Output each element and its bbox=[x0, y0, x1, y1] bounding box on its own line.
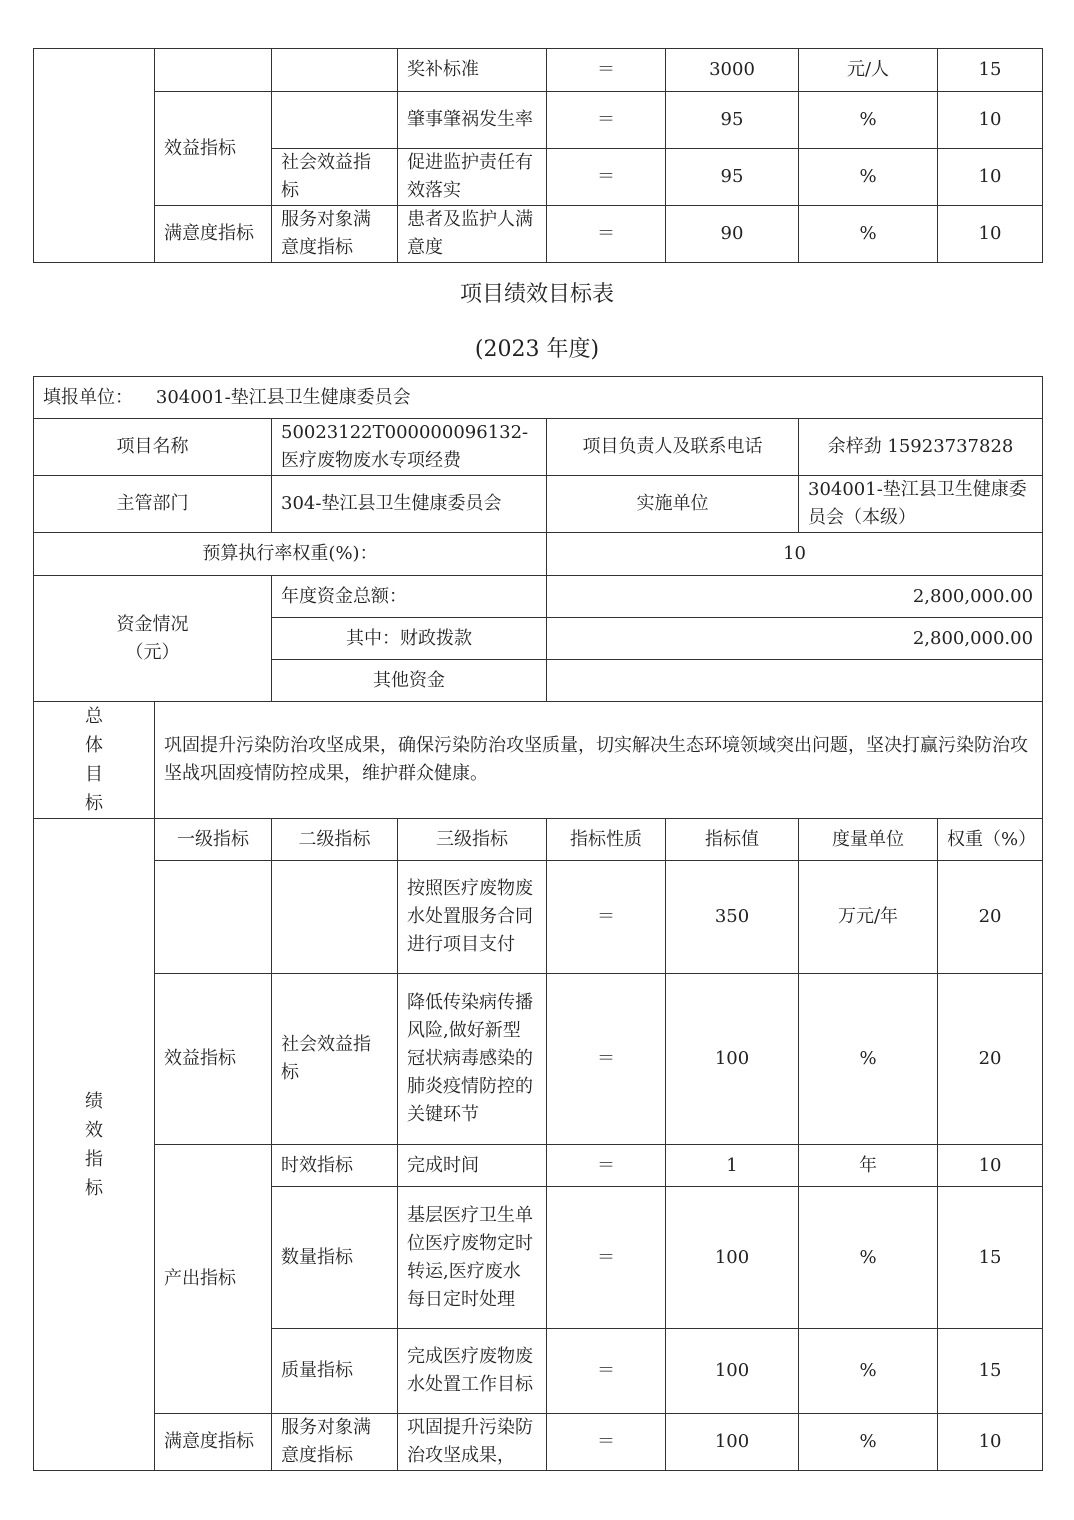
header-l3: 三级指标 bbox=[398, 819, 547, 861]
indicators-label bbox=[34, 819, 155, 1471]
top-weight-cell: 10 bbox=[938, 92, 1043, 149]
top-l2-cell: 服务对象满意度指标 bbox=[272, 206, 398, 263]
top-value-cell: 3000 bbox=[666, 49, 799, 92]
overall-goal-text: 巩固提升污染防治攻坚成果，确保污染防治攻坚质量，切实解决生态环境领域突出问题，坚决打赢污染防治攻坚战巩固疫情防控成果，维护群众健康。 bbox=[155, 702, 1043, 819]
header-nature: 指标性质 bbox=[547, 819, 666, 861]
top-weight-cell: 15 bbox=[938, 49, 1043, 92]
indicator-char: 效 bbox=[85, 1119, 103, 1141]
page-subtitle: (2023 年度) bbox=[474, 337, 600, 362]
header-l2: 二级指标 bbox=[272, 819, 398, 861]
indicator-char: 标 bbox=[85, 1177, 103, 1199]
dept-value: 304-垫江县卫生健康委员会 bbox=[272, 476, 547, 533]
total-funds-label: 年度资金总额： bbox=[272, 576, 547, 618]
reporting-unit-label: 填报单位： bbox=[43, 386, 133, 408]
unit-cell: 万元/年 bbox=[799, 861, 938, 974]
impl-unit-label: 实施单位 bbox=[547, 476, 799, 533]
l2-cell: 社会效益指标 bbox=[272, 974, 398, 1145]
reporting-unit-value: 304001-垫江县卫生健康委员会 bbox=[155, 386, 411, 408]
top-weight-cell: 10 bbox=[938, 149, 1043, 206]
top-l3-cell: 奖补标准 bbox=[398, 49, 547, 92]
l1-cell: 满意度指标 bbox=[155, 1414, 272, 1471]
unit-cell: % bbox=[799, 1329, 938, 1414]
l2-cell bbox=[272, 861, 398, 974]
l3-cell: 完成时间 bbox=[398, 1145, 547, 1187]
top-l3-cell: 患者及监护人满意度 bbox=[398, 206, 547, 263]
value-cell: 100 bbox=[666, 1414, 799, 1471]
header-weight: 权重（%） bbox=[938, 819, 1043, 861]
performance-table bbox=[33, 376, 1043, 1471]
goal-char: 目 bbox=[85, 764, 103, 785]
total-funds-value: 2,800,000.00 bbox=[547, 576, 1043, 618]
header-unit: 度量单位 bbox=[799, 819, 938, 861]
project-name-label: 项目名称 bbox=[34, 419, 272, 476]
top-l2-cell bbox=[272, 92, 398, 149]
indicator-char: 绩 bbox=[85, 1090, 103, 1112]
nature-cell: ＝ bbox=[547, 1329, 666, 1414]
overall-goal-label bbox=[34, 702, 155, 819]
contact-label: 项目负责人及联系电话 bbox=[547, 419, 799, 476]
nature-cell: ＝ bbox=[547, 1187, 666, 1329]
weight-cell: 15 bbox=[938, 1329, 1043, 1414]
l2-cell: 服务对象满意度指标 bbox=[272, 1414, 398, 1471]
indicator-char: 指 bbox=[85, 1148, 103, 1170]
goal-char: 体 bbox=[85, 735, 103, 756]
top-value-cell: 90 bbox=[666, 206, 799, 263]
l2-cell: 数量指标 bbox=[272, 1187, 398, 1329]
output-indicator-label: 产出指标 bbox=[155, 1145, 272, 1414]
top-value-cell: 95 bbox=[666, 92, 799, 149]
top-unit-cell: 元/人 bbox=[799, 49, 938, 92]
fiscal-funds-label: 其中：财政拨款 bbox=[272, 618, 547, 660]
top-nature-cell: ＝ bbox=[547, 92, 666, 149]
weight-cell: 10 bbox=[938, 1145, 1043, 1187]
top-l3-cell: 促进监护责任有效落实 bbox=[398, 149, 547, 206]
l2-cell: 时效指标 bbox=[272, 1145, 398, 1187]
funds-label bbox=[34, 576, 272, 702]
value-cell: 1 bbox=[666, 1145, 799, 1187]
budget-rate-label: 预算执行率权重(%)： bbox=[34, 533, 547, 576]
weight-cell: 20 bbox=[938, 974, 1043, 1145]
top-l1-cell: 满意度指标 bbox=[155, 206, 272, 263]
top-nature-cell: ＝ bbox=[547, 149, 666, 206]
l1-cell bbox=[155, 861, 272, 974]
reporting-unit-row bbox=[34, 377, 1043, 419]
header-l1: 一级指标 bbox=[155, 819, 272, 861]
value-cell: 100 bbox=[666, 1187, 799, 1329]
l3-cell: 完成医疗废物废水处置工作目标 bbox=[398, 1329, 547, 1414]
fiscal-funds-value: 2,800,000.00 bbox=[547, 618, 1043, 660]
l3-cell: 基层医疗卫生单位医疗废物定时转运,医疗废水每日定时处理 bbox=[398, 1187, 547, 1329]
nature-cell: ＝ bbox=[547, 861, 666, 974]
value-cell: 100 bbox=[666, 1329, 799, 1414]
top-unit-cell: % bbox=[799, 92, 938, 149]
l3-cell: 按照医疗废物废水处置服务合同进行项目支付 bbox=[398, 861, 547, 974]
goal-char: 标 bbox=[85, 793, 103, 814]
unit-cell: % bbox=[799, 1187, 938, 1329]
contact-value: 余梓劲 15923737828 bbox=[799, 419, 1043, 476]
unit-cell: % bbox=[799, 1414, 938, 1471]
l3-cell: 降低传染病传播风险,做好新型冠状病毒感染的肺炎疫情防控的关键环节 bbox=[398, 974, 547, 1145]
top-nature-cell: ＝ bbox=[547, 206, 666, 263]
l2-cell: 质量指标 bbox=[272, 1329, 398, 1414]
top-l3-cell: 肇事肇祸发生率 bbox=[398, 92, 547, 149]
nature-cell: ＝ bbox=[547, 974, 666, 1145]
goal-char: 总 bbox=[85, 706, 103, 727]
weight-cell: 10 bbox=[938, 1414, 1043, 1471]
top-l1-cell bbox=[155, 49, 272, 92]
l1-cell: 效益指标 bbox=[155, 974, 272, 1145]
top-indicator-table bbox=[33, 48, 1043, 263]
value-cell: 350 bbox=[666, 861, 799, 974]
header-value: 指标值 bbox=[666, 819, 799, 861]
top-blank-cell bbox=[34, 49, 155, 263]
page-title: 项目绩效目标表 bbox=[459, 282, 614, 307]
unit-cell: % bbox=[799, 974, 938, 1145]
other-funds-value bbox=[547, 660, 1043, 702]
other-funds-label: 其他资金 bbox=[272, 660, 547, 702]
top-value-cell: 95 bbox=[666, 149, 799, 206]
top-benefit-label: 效益指标 bbox=[155, 92, 272, 206]
top-unit-cell: % bbox=[799, 206, 938, 263]
funds-label-text: 资金情况（元） bbox=[116, 613, 189, 663]
value-cell: 100 bbox=[666, 974, 799, 1145]
unit-cell: 年 bbox=[799, 1145, 938, 1187]
nature-cell: ＝ bbox=[547, 1145, 666, 1187]
top-weight-cell: 10 bbox=[938, 206, 1043, 263]
top-l2-cell bbox=[272, 49, 398, 92]
weight-cell: 20 bbox=[938, 861, 1043, 974]
top-nature-cell: ＝ bbox=[547, 49, 666, 92]
budget-rate-value: 10 bbox=[547, 533, 1043, 576]
top-unit-cell: % bbox=[799, 149, 938, 206]
impl-unit-value: 304001-垫江县卫生健康委员会（本级） bbox=[799, 476, 1043, 533]
l3-cell: 巩固提升污染防治攻坚成果， bbox=[398, 1414, 547, 1471]
project-name-value: 50023122T000000096132-医疗废物废水专项经费 bbox=[272, 419, 547, 476]
weight-cell: 15 bbox=[938, 1187, 1043, 1329]
nature-cell: ＝ bbox=[547, 1414, 666, 1471]
top-l2-cell: 社会效益指标 bbox=[272, 149, 398, 206]
dept-label: 主管部门 bbox=[34, 476, 272, 533]
